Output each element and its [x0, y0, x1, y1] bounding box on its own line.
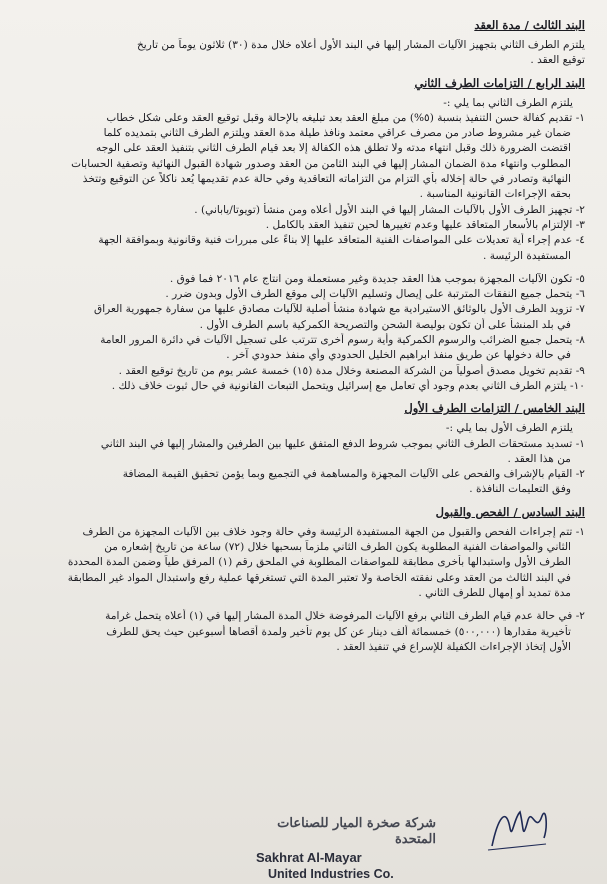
clause-line: في حالة دخولها عن طريق منفذ ابراهيم الخليل الحدودي وأي منفذ حدودي آخر . [226, 349, 571, 362]
clause-line: المطلوب وانتهاء مدة الضمان المشار إليها في البند الثامن من العقد وصدور شهادة القبول النهائية وتصفية الحسابات [71, 157, 571, 170]
section-heading: البند الخامس / التزامات الطرف الأول [404, 401, 585, 416]
clause-line: المستفيدة الرئيسة . [482, 249, 571, 262]
section-heading: البند الثالث / مدة العقد [474, 18, 585, 32]
clause-line: ٨- يتحمل جميع الضرائب والرسوم الكمركية وأية رسوم أخرى تترتب على تسجيل الآليات في دائرة المرور العامة [100, 334, 585, 347]
section-heading: البند الرابع / التزامات الطرف الثاني [414, 75, 585, 90]
stamp-english-name: Sakhrat Al-Mayar [256, 850, 362, 865]
clause-line: ١- تسديد مستحقات الطرف الثاني بموجب شروط الدفع المتفق عليها بين الطرفين والمشار إليها في البند الثاني [100, 437, 585, 450]
clause-line: ١- تتم إجراءات الفحص والقبول من الجهة المستفيدة الرئيسة وفي حالة وجود خلاف بين الآليات المجهزة من الطرف [82, 525, 585, 538]
clause-line: الأول إتخاذ الإجراءات الكفيلة للإسراع في تنفيذ العقد . [336, 640, 571, 653]
clause-line: تأخيرية مقدارها (٥٠٠,٠٠٠) خمسمائة ألف دينار عن كل يوم تأخير ولمدة أقصاها أسبوعين حيث يحق للطرف [106, 625, 571, 638]
clause-line: ١٠- يلتزم الطرف الثاني بعدم وجود أي تعامل مع إسرائيل ويتحمل التبعات القانونية في حال ثبوت خلاف ذلك . [111, 379, 585, 392]
clause-line: ٢- القيام بالإشراف والفحص على الآليات المجهزة والمساهمة في التجميع وبما يؤمن تحقيق القيمة المضافة [122, 468, 585, 481]
clause-line: ٥- تكون الآليات المجهزة بموجب هذا العقد جديدة وغير مستعملة ومن انتاج عام ٢٠١٦ فما فوق . [169, 272, 585, 285]
clause-line: وفق التعليمات النافذة . [469, 483, 571, 496]
section-intro: يلتزم الطرف الثاني بما يلي :- [443, 96, 573, 109]
clause-line: بحقه الإجراءات القانونية المناسبة . [419, 188, 571, 201]
stamp-english-company: United Industries Co. [268, 867, 394, 881]
clause-line: ٢- في حالة عدم قيام الطرف الثاني برفع الآليات المرفوضة خلال المدة المشار إليها في (١) أعلاه يتحمل غرامة [105, 610, 585, 623]
clause-line: ٩- تقديم تخويل مصدق أصولياً من الشركة المصنعة وخلال مدة (١٥) خمسة عشر يوم من تاريخ توقيع العقد . [118, 364, 585, 377]
contract-body [22, 18, 585, 655]
clause-line: ٣- الإلتزام بالأسعار المتعاقد عليها وعدم تغييرها لحين تنفيذ العقد بالكامل . [265, 218, 585, 231]
section-intro: يلتزم الطرف الأول بما يلي :- [445, 422, 573, 435]
stamp-arabic-name: شركة صخرة الميار للصناعات المتحدة [277, 816, 436, 847]
clause-line: في بلد المنشأ على أن تكون بوليصة الشحن والتصريحة الكمركية باسم الطرف الأول . [199, 318, 571, 331]
clause-line: توقيع العقد . [530, 54, 585, 67]
clause-line: ١- تقديم كفالة حسن التنفيذ بنسبة (٥%) من مبلغ العقد بعد تبليغه بالإحالة وقبل توقيع العقد وعلى شكل خطاب [106, 111, 585, 124]
clause-line: ٧- تزويد الطرف الأول بالوثائق الاستيرادية مع شهادة منشأ أصلية للآليات مصادق عليها من سفارة جمهورية العراق [94, 303, 585, 316]
clause-line: مدة تمديد أو إمهال للطرف الثاني . [418, 586, 571, 599]
clause-line: اقتضت الضرورة ذلك وقبل انتهاء مدته ولا تطلق هذه الكفالة إلا بعد قيام الطرف الثاني بتنفيذ العقد على الوجه [96, 142, 571, 155]
clause-line: يلتزم الطرف الثاني بتجهيز الآليات المشار إليها في البند الأول أعلاه خلال مدة (٣٠) ثلاثون يوماً من تاريخ [136, 39, 585, 51]
clause-line: ضمان غير مشروط صادر من مصرف عراقي معتمد ونافذ طيلة مدة العقد ويلتزم الطرف الثاني بتمديده كلما [103, 127, 571, 140]
clause-line: النهائية وتصادر في حالة إخلاله بأي التزام من التزاماته التعاقدية وفي حالة عدم تقديمها يُعد ناكلاً عن التوقيع وتتخذ [82, 173, 571, 186]
clause-line: من هذا العقد . [507, 452, 571, 465]
clause-line: ٢- تجهيز الطرف الأول بالآليات المشار إليها في البند الأول أعلاه ومن منشأ (تويوتا/ياباني) . [194, 203, 585, 216]
clause-line: ٤- عدم إجراء أية تعديلات على المواصفات الفنية المتعاقد عليها إلا بناءً على مبررات فنية وقانونية وبموافقة الجهة [98, 234, 585, 247]
contract-section [22, 505, 585, 655]
clause-line: الطرف الأول واستبدالها بأخرى مطابقة للمواصفات المطلوبة في الملحق رقم (١) المرفق طياً وضمن المدة المحددة [67, 556, 571, 569]
company-stamp [256, 816, 556, 882]
clause-line: الثاني والمواصفات الفنية المطلوبة يكون الطرف الثاني ملزماً بسحبها خلال (٧٢) ساعة من تاريخ إشعاره من [104, 541, 571, 554]
clause-line: في البند الثالث من العقد وعلى نفقته الخاصة ولا تعتبر المدة التي تستغرقها عملية رفع واستبدال المواد غير المطابقة [67, 571, 571, 584]
clause-line: ٦- يتحمل جميع النفقات المترتبة على إيصال وتسليم الآليات إلى موقع الطرف الأول وبدون ضرر . [165, 288, 585, 301]
contract-section [22, 18, 585, 69]
section-heading: البند السادس / الفحص والقبول [435, 504, 585, 519]
contract-section [22, 76, 585, 395]
contract-section [22, 401, 585, 497]
